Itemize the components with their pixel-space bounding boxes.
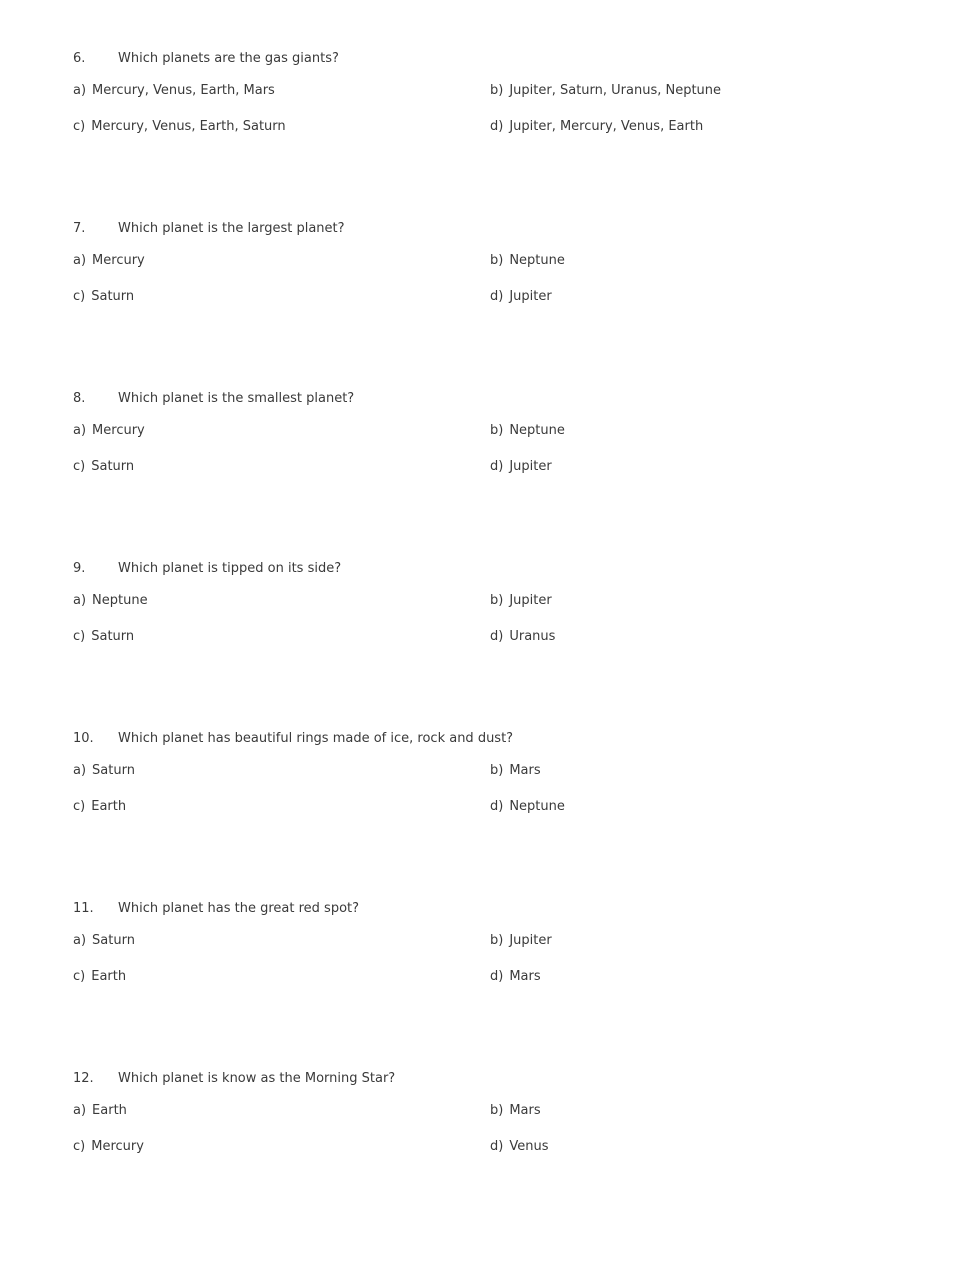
option-letter: a) xyxy=(73,253,87,268)
option-b xyxy=(490,592,552,610)
option-d xyxy=(490,118,703,136)
question-7 xyxy=(73,220,903,330)
option-text: Mars xyxy=(509,969,541,984)
option-text: Neptune xyxy=(509,799,565,814)
question-11 xyxy=(73,900,903,1010)
option-a xyxy=(73,82,275,100)
option-c xyxy=(73,968,126,986)
option-text: Jupiter, Saturn, Uranus, Neptune xyxy=(509,83,722,98)
option-letter: c) xyxy=(73,119,86,134)
option-letter: a) xyxy=(73,423,87,438)
option-text: Saturn xyxy=(91,459,135,474)
option-c xyxy=(73,458,134,476)
option-letter: a) xyxy=(73,83,87,98)
option-d xyxy=(490,798,565,816)
option-b xyxy=(490,422,565,440)
option-a xyxy=(73,1102,127,1120)
option-c xyxy=(73,628,134,646)
option-text: Saturn xyxy=(92,763,135,778)
question-9 xyxy=(73,560,903,670)
question-6 xyxy=(73,50,903,160)
option-letter: d) xyxy=(490,799,504,814)
option-text: Mercury, Venus, Earth, Saturn xyxy=(91,119,286,134)
question-number: 11. xyxy=(73,901,94,916)
option-letter: c) xyxy=(73,289,86,304)
option-text: Jupiter xyxy=(509,459,552,474)
option-text: Jupiter, Mercury, Venus, Earth xyxy=(509,119,704,134)
question-8 xyxy=(73,390,903,500)
option-text: Earth xyxy=(92,1103,127,1118)
option-a xyxy=(73,252,145,270)
option-letter: c) xyxy=(73,629,86,644)
option-letter: d) xyxy=(490,289,504,304)
question-number: 8. xyxy=(73,391,86,406)
question-text: Which planet is the smallest planet? xyxy=(118,391,355,406)
option-text: Uranus xyxy=(509,629,556,644)
option-text: Jupiter xyxy=(509,289,552,304)
question-12 xyxy=(73,1070,903,1180)
option-d xyxy=(490,458,552,476)
question-number: 12. xyxy=(73,1071,94,1086)
option-letter: b) xyxy=(490,763,504,778)
option-letter: c) xyxy=(73,969,86,984)
option-text: Jupiter xyxy=(509,933,552,948)
question-text: Which planet has beautiful rings made of ice, rock and dust? xyxy=(118,731,514,746)
question-number: 9. xyxy=(73,561,86,576)
option-letter: c) xyxy=(73,459,86,474)
option-letter: a) xyxy=(73,933,87,948)
option-letter: b) xyxy=(490,593,504,608)
option-text: Mars xyxy=(509,763,541,778)
option-letter: a) xyxy=(73,763,87,778)
option-letter: b) xyxy=(490,1103,504,1118)
option-text: Earth xyxy=(91,969,127,984)
option-b xyxy=(490,252,565,270)
option-d xyxy=(490,1138,548,1156)
option-text: Venus xyxy=(509,1139,549,1154)
option-b xyxy=(490,1102,541,1120)
option-letter: b) xyxy=(490,253,504,268)
option-b xyxy=(490,82,721,100)
option-letter: d) xyxy=(490,1139,504,1154)
option-c xyxy=(73,288,134,306)
option-a xyxy=(73,422,145,440)
option-a xyxy=(73,592,148,610)
option-text: Mercury xyxy=(91,1139,144,1154)
option-letter: d) xyxy=(490,119,504,134)
option-text: Mercury xyxy=(92,423,145,438)
option-letter: c) xyxy=(73,1139,86,1154)
question-text: Which planet is know as the Morning Star? xyxy=(118,1071,396,1086)
option-c xyxy=(73,1138,144,1156)
question-10 xyxy=(73,730,903,840)
option-text: Saturn xyxy=(91,289,135,304)
option-letter: d) xyxy=(490,969,504,984)
question-text: Which planets are the gas giants? xyxy=(118,51,339,66)
question-number: 7. xyxy=(73,221,86,236)
question-text: Which planet is tipped on its side? xyxy=(118,561,342,576)
option-letter: b) xyxy=(490,423,504,438)
option-text: Jupiter xyxy=(509,593,552,608)
option-c xyxy=(73,118,286,136)
option-letter: b) xyxy=(490,933,504,948)
option-text: Mercury, Venus, Earth, Mars xyxy=(92,83,275,98)
option-letter: d) xyxy=(490,459,504,474)
question-number: 6. xyxy=(73,51,86,66)
question-text: Which planet is the largest planet? xyxy=(118,221,345,236)
option-c xyxy=(73,798,126,816)
option-letter: c) xyxy=(73,799,86,814)
option-d xyxy=(490,628,555,646)
option-a xyxy=(73,762,135,780)
option-text: Mercury xyxy=(92,253,145,268)
option-text: Saturn xyxy=(92,933,135,948)
option-text: Neptune xyxy=(509,253,565,268)
option-text: Neptune xyxy=(92,593,148,608)
option-text: Saturn xyxy=(91,629,135,644)
option-b xyxy=(490,762,541,780)
option-a xyxy=(73,932,135,950)
option-letter: a) xyxy=(73,593,87,608)
question-text: Which planet has the great red spot? xyxy=(118,901,360,916)
option-letter: a) xyxy=(73,1103,87,1118)
option-text: Earth xyxy=(91,799,127,814)
option-text: Neptune xyxy=(509,423,565,438)
option-b xyxy=(490,932,552,950)
question-number: 10. xyxy=(73,731,94,746)
option-d xyxy=(490,288,552,306)
option-d xyxy=(490,968,541,986)
option-letter: b) xyxy=(490,83,504,98)
option-letter: d) xyxy=(490,629,504,644)
option-text: Mars xyxy=(509,1103,541,1118)
